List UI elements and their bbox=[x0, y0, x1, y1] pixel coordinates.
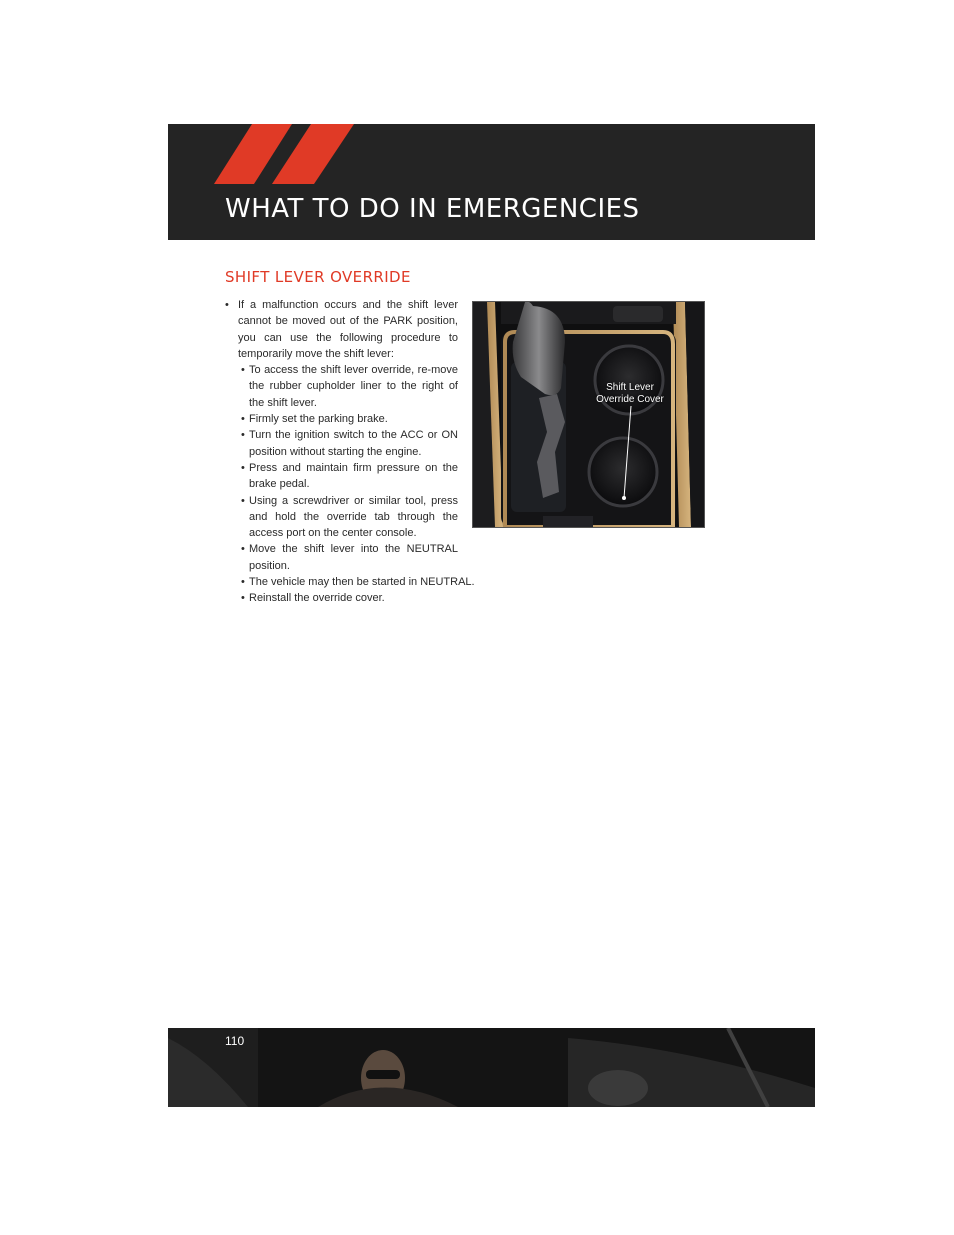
steps-list bbox=[225, 362, 495, 606]
section-title: SHIFT LEVER OVERRIDE bbox=[225, 268, 411, 286]
step-text: Press and maintain firm pressure on the brake pedal. bbox=[249, 461, 458, 491]
footer-band bbox=[168, 1028, 815, 1107]
footer-photo bbox=[168, 1028, 815, 1107]
step-item bbox=[225, 574, 509, 590]
bullet-icon: • bbox=[241, 429, 245, 442]
step-text: Firmly set the parking brake. bbox=[249, 413, 388, 426]
step-item bbox=[225, 590, 509, 606]
callout-label bbox=[580, 382, 680, 406]
page-number: 110 bbox=[225, 1034, 245, 1048]
step-text: Using a screwdriver or similar tool, press and hold the override tab through the access port on the center console. bbox=[249, 494, 458, 540]
shift-lever-photo bbox=[472, 301, 705, 528]
step-item bbox=[225, 460, 458, 493]
chapter-title: WHAT TO DO IN EMERGENCIES bbox=[225, 194, 640, 224]
bullet-icon: • bbox=[241, 576, 245, 589]
intro-item bbox=[225, 297, 458, 362]
callout-line-2: Override Cover bbox=[596, 394, 664, 405]
bullet-icon: • bbox=[225, 299, 229, 311]
bullet-icon: • bbox=[241, 592, 245, 605]
intro-text: If a malfunction occurs and the shift lever cannot be moved out of the PARK position, you can use the following procedure to temporarily move the shift lever: bbox=[238, 299, 458, 360]
chapter-header bbox=[168, 124, 815, 240]
step-item bbox=[225, 493, 458, 542]
step-text: To access the shift lever override, re-move the rubber cupholder liner to the right of the shift lever. bbox=[249, 364, 458, 409]
step-item bbox=[225, 541, 458, 574]
bullet-icon: • bbox=[241, 413, 245, 426]
callout-line-1: Shift Lever bbox=[606, 382, 654, 393]
bullet-icon: • bbox=[241, 543, 245, 556]
bullet-icon: • bbox=[241, 494, 245, 507]
step-text: Move the shift lever into the NEUTRAL position. bbox=[249, 543, 458, 572]
step-text: Turn the ignition switch to the ACC or ON position without starting the engine. bbox=[249, 429, 458, 458]
bullet-icon: • bbox=[241, 364, 245, 377]
step-item bbox=[225, 362, 458, 411]
procedure-text bbox=[225, 297, 495, 607]
step-text: Reinstall the override cover. bbox=[249, 592, 385, 605]
bullet-icon: • bbox=[241, 461, 245, 474]
racing-stripes-logo bbox=[214, 124, 354, 184]
step-item bbox=[225, 411, 458, 427]
step-item bbox=[225, 427, 458, 460]
step-text: The vehicle may then be started in NEUTRAL. bbox=[249, 576, 475, 589]
console-illustration bbox=[473, 302, 704, 527]
